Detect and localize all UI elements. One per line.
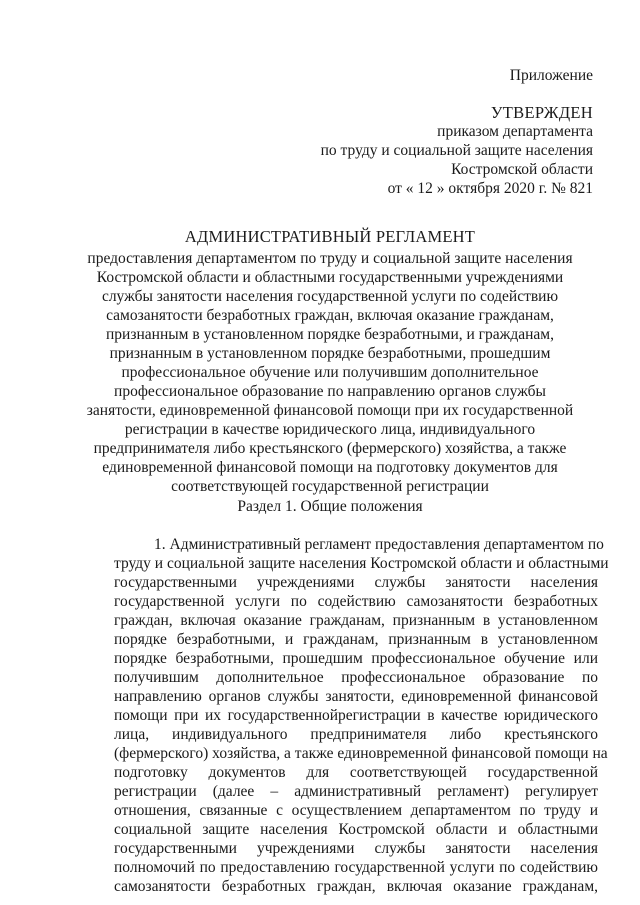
document-subtitle <box>60 249 600 496</box>
subtitle-line: предпринимателя либо крестьянского (фермерского) хозяйства, а также <box>93 440 567 457</box>
paragraph-line: (фермерского) хозяйства, а также единовременной финансовой помощи на <box>114 745 608 762</box>
paragraph-line: помощи при их государственнойрегистрации в качестве юридического <box>114 707 598 724</box>
paragraph-line: направлению органов службы занятости, единовременной финансовой <box>114 688 598 705</box>
subtitle-line: профессиональное образование по направлению органов службы <box>114 383 546 400</box>
subtitle-line: единовременной финансовой помощи на подготовку документов для <box>102 459 558 476</box>
subtitle-line: признанным в установленном порядке безработными, и гражданам, <box>106 326 554 343</box>
document-title: АДМИНИСТРАТИВНЫЙ РЕГЛАМЕНТ <box>184 227 476 246</box>
title-block <box>60 227 600 496</box>
approved-label: УТВЕРЖДЕН <box>490 103 593 122</box>
paragraph-line: подготовку документов для соответствующей государственной <box>114 764 598 781</box>
appendix-label: Приложение <box>509 67 593 84</box>
paragraph-line: граждан, включая оказание гражданам, признанным в установленном <box>114 612 598 629</box>
subtitle-line: занятости, единовременной финансовой помощи при их государственной <box>86 402 574 419</box>
paragraph-line: получившим дополнительное профессиональное образование по <box>114 669 598 686</box>
approval-stamp <box>321 66 593 198</box>
paragraph-line: 1. Административный регламент предоставления департаментом по <box>154 536 604 553</box>
subtitle-line: регистрации в качестве юридического лица, индивидуального <box>124 421 536 438</box>
paragraph-line: регистрации (далее – административный регламент) регулирует <box>114 783 598 800</box>
subtitle-line: Костромской области и областными государственными учреждениями <box>96 269 564 286</box>
paragraph-line: отношения, связанные с осуществлением департаментом по труду и <box>114 802 598 819</box>
paragraph-line: труду и социальной защите населения Костромской области и областными <box>114 555 609 572</box>
paragraph-line: государственными учреждениями службы занятости населения <box>114 574 598 591</box>
approval-order-date: от « 12 » октября 2020 г. № 821 <box>387 180 593 197</box>
subtitle-line: соответствующей государственной регистрации <box>171 478 489 495</box>
paragraph-line: порядке безработными, прошедшим профессиональное обучение или <box>114 650 598 667</box>
paragraph-line: лица, индивидуального предпринимателя либо крестьянского <box>114 726 598 743</box>
subtitle-line: самозанятости безработных граждан, включая оказание гражданам, <box>106 307 554 324</box>
paragraph-line: самозанятости безработных граждан, включая оказание гражданам, <box>114 878 598 895</box>
subtitle-line: признанным в установленном порядке безработными, прошедшим <box>109 345 551 362</box>
approval-line: приказом департамента <box>437 123 593 140</box>
body-paragraph <box>114 535 609 896</box>
paragraph-line: социальной защите населения Костромской области и областными <box>114 821 598 838</box>
paragraph-line: порядке безработными, и гражданам, признанным в установленном <box>114 631 598 648</box>
paragraph-line: государственной услуги по содействию самозанятости безработных <box>114 593 598 610</box>
subtitle-line: профессиональное обучение или получившим дополнительное <box>121 364 539 381</box>
paragraph-line: государственными учреждениями службы занятости населения <box>114 840 598 857</box>
approval-line: по труду и социальной защите населения <box>320 142 593 159</box>
subtitle-line: службы занятости населения государственной услуги по содействию <box>101 288 559 305</box>
section-heading: Раздел 1. Общие положения <box>237 498 423 515</box>
paragraph-line: полномочий по предоставлению государственной услуги по содействию <box>114 859 598 876</box>
approval-line: Костромской области <box>451 161 593 178</box>
subtitle-line: предоставления департаментом по труду и социальной защите населения <box>87 250 573 267</box>
